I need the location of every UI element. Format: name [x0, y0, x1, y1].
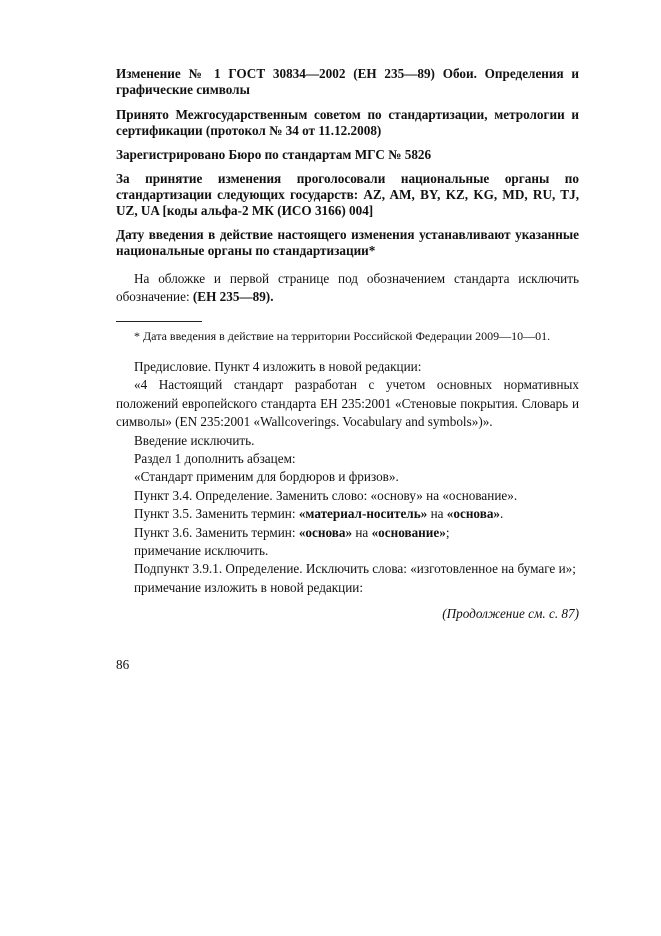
term-old: «материал-носитель»	[298, 506, 428, 522]
adoption-note: Принято Межгосударственным советом по стандартизации, метрологии и сертификации (протокол № 34 от 11.12.2008)	[116, 107, 579, 138]
body-line: Подпункт 3.9.1. Определение. Исключить слова: «изготовленное на бумаге и»;	[134, 561, 576, 577]
body-line: «Стандарт применим для бордюров и фризов».	[134, 469, 399, 485]
intro-paragraph	[116, 270, 579, 306]
effective-date-note: Дату введения в действие настоящего изменения устанавливают указанные национальные органы по стандартизации*	[116, 227, 579, 258]
voting-note: За принятие изменения проголосовали национальные органы по стандартизации следующих государств: AZ, AM, BY, KZ, KG, MD, RU, TJ, UZ, UA [коды альфа-2 МК (ИСО 3166) 004]	[116, 171, 579, 218]
text-run: Пункт 3.5. Заменить термин:	[134, 506, 299, 522]
body-line: Введение исключить.	[134, 432, 255, 448]
body-line	[116, 505, 579, 523]
footnote-divider	[116, 321, 202, 322]
text-run: .	[500, 506, 504, 522]
term-new: «основа»	[446, 506, 501, 522]
footnote: * Дата введения в действие на территории Российской Федерации 2009—10—01.	[134, 329, 551, 343]
intro-bold: (ЕН 235—89).	[192, 289, 274, 304]
page-number: 86	[116, 657, 130, 672]
body-line	[116, 524, 579, 542]
body-line: Пункт 3.4. Определение. Заменить слово: «основу» на «основание».	[134, 487, 518, 503]
body-line: Предисловие. Пункт 4 изложить в новой редакции:	[134, 359, 422, 374]
continuation-note: (Продолжение см. с. 87)	[442, 606, 579, 622]
body-line: примечание изложить в новой редакции:	[134, 579, 364, 595]
text-run: на	[427, 506, 447, 522]
body-line: примечание исключить.	[134, 543, 269, 559]
body-line: Раздел 1 дополнить абзацем:	[134, 451, 296, 467]
body-line: «4 Настоящий стандарт разработан с учетом основных нормативных положений европейского стандарта ЕН 235:2001 «Стеновые покрытия. Словарь и символы» (EN 235:2001 «Wallcoverings. Vocabulary and symbols»)».	[116, 377, 579, 430]
amendment-title: Изменение № 1 ГОСТ 30834—2002 (ЕН 235—89) Обои. Определения и графические символы	[116, 66, 579, 97]
intro-text: На обложке и первой странице под обозначением стандарта исключить обозначение:	[116, 271, 579, 304]
text-run: на	[352, 524, 372, 540]
term-old: «основа»	[298, 524, 353, 540]
body-text	[116, 358, 579, 597]
document-page	[116, 66, 579, 635]
text-run: ;	[445, 524, 450, 540]
text-run: Пункт 3.6. Заменить термин:	[134, 524, 299, 540]
registration-note: Зарегистрировано Бюро по стандартам МГС № 5826	[116, 147, 432, 162]
term-new: «основание»	[371, 524, 446, 540]
